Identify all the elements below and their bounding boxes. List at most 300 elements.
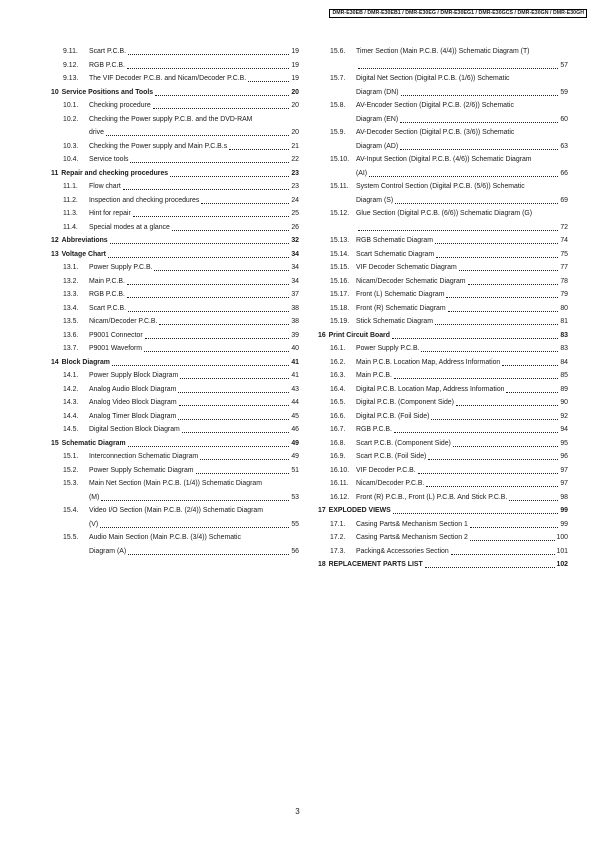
toc-entry — [51, 207, 299, 221]
toc-entry-page: 39 — [291, 331, 299, 339]
toc-entry-number: 14.5. — [63, 426, 79, 433]
dot-leader — [451, 554, 555, 555]
toc-entry-continuation — [356, 167, 568, 181]
toc-entry-number: 9.11. — [63, 48, 78, 55]
toc-entry-page: 55 — [291, 520, 299, 528]
toc-entry-page: 97 — [560, 480, 568, 487]
toc-section-entry — [51, 234, 299, 248]
toc-entry-title: Voltage Chart — [61, 250, 106, 258]
toc-entry-number: 14.2. — [63, 385, 79, 393]
toc-entry-page: 69 — [560, 196, 568, 204]
toc-entry-page: 23 — [291, 169, 299, 177]
toc-entry-number: 15.7. — [330, 75, 346, 82]
toc-entry-number: 15.19. — [330, 318, 350, 325]
dot-leader — [431, 419, 558, 420]
toc-entry-number: 13.3. — [63, 291, 79, 298]
dot-leader — [182, 432, 290, 433]
toc-entry-title: P9001 Connector — [89, 331, 143, 339]
toc-entry-page: 37 — [291, 291, 299, 298]
toc-entry-title: VIF Decoder P.C.B. — [356, 466, 416, 474]
toc-entry-body — [356, 153, 568, 180]
toc-entry-title: Digital Section Block Diagram — [89, 426, 180, 433]
toc-entry-page: 85 — [560, 372, 568, 379]
dot-leader — [130, 162, 289, 163]
toc-entry — [51, 504, 299, 531]
toc-entry-continuation — [89, 518, 299, 532]
toc-entry-number: 13.1. — [63, 264, 79, 271]
toc-entry-title: RGB P.C.B. — [89, 291, 125, 298]
dot-leader — [436, 257, 558, 258]
toc-entry-title: Service Positions and Tools — [61, 88, 154, 96]
toc-entry-page: 20 — [291, 88, 299, 96]
toc-entry — [318, 491, 568, 505]
toc-entry-number: 16.3. — [330, 372, 346, 379]
toc-entry-number: 13.7. — [63, 345, 79, 352]
dot-leader — [459, 270, 559, 271]
toc-entry-title: Main P.C.B. Location Map, Address Information — [356, 358, 501, 366]
toc-section-entry — [51, 248, 299, 262]
toc-entry-page: 44 — [291, 399, 299, 406]
toc-left-column — [51, 45, 299, 558]
toc-entry — [318, 477, 568, 491]
toc-entry-number: 14 — [51, 358, 59, 366]
dot-leader — [446, 297, 558, 298]
toc-entry-title-cont: drive — [89, 129, 104, 136]
toc-entry-number: 16.12. — [330, 493, 350, 501]
toc-entry-page: 38 — [291, 318, 299, 325]
toc-entry-number: 10.2. — [63, 115, 79, 123]
toc-entry — [51, 140, 299, 154]
toc-entry — [318, 464, 568, 478]
toc-entry — [51, 302, 299, 316]
toc-entry-body — [89, 477, 299, 504]
toc-entry — [318, 518, 568, 532]
dot-leader — [128, 54, 289, 55]
toc-entry-page: 19 — [291, 48, 299, 55]
toc-entry-title-cont: (M) — [89, 493, 100, 501]
dot-leader — [200, 459, 289, 460]
dot-leader — [159, 324, 289, 325]
toc-entry — [51, 423, 299, 437]
toc-entry-page: 23 — [291, 183, 299, 190]
toc-section-entry — [318, 504, 568, 518]
toc-entry-title: Timer Section (Main P.C.B. (4/4)) Schematic Diagram (T) — [356, 48, 530, 55]
toc-entry-title: Main P.C.B. — [356, 372, 392, 379]
toc-entry-title: Casing Parts& Mechanism Section 2 — [356, 534, 468, 541]
toc-entry-title: Checking the Power supply P.C.B. and the DVD-RAM — [89, 115, 253, 123]
toc-entry-title: AV-Decoder Section (Digital P.C.B. (3/6)) Schematic — [356, 129, 515, 136]
toc-entry-page: 72 — [560, 223, 568, 231]
toc-entry — [51, 369, 299, 383]
toc-entry — [51, 221, 299, 235]
toc-entry-page: 53 — [291, 493, 299, 501]
toc-entry-number: 18 — [318, 561, 326, 568]
toc-entry-title: Main Net Section (Main P.C.B. (1/4)) Schematic Diagram — [89, 480, 262, 487]
toc-entry-body — [89, 531, 299, 558]
toc-entry-title: Schematic Diagram — [61, 439, 126, 447]
dot-leader — [400, 149, 558, 150]
toc-entry-page: 57 — [560, 61, 568, 69]
toc-entry-body — [89, 113, 299, 140]
toc-entry-number: 12 — [51, 237, 59, 244]
toc-entry-title: Packing& Accessories Section — [356, 547, 449, 555]
toc-entry-title: Stick Schematic Diagram — [356, 318, 433, 325]
dot-leader — [145, 338, 290, 339]
toc-entry — [318, 261, 568, 275]
toc-entry-number: 17.3. — [330, 547, 346, 555]
toc-entry-title: Hint for repair — [89, 210, 131, 217]
toc-entry-title: RGB P.C.B. — [356, 426, 392, 433]
dot-leader — [400, 122, 558, 123]
toc-entry-page: 51 — [291, 466, 299, 474]
toc-entry-page: 78 — [560, 277, 568, 285]
toc-entry — [318, 356, 568, 370]
toc-entry — [51, 329, 299, 343]
toc-entry-title-cont: Diagram (EN) — [356, 115, 399, 123]
toc-entry-page: 60 — [560, 115, 568, 123]
toc-entry-continuation — [356, 194, 568, 208]
toc-entry-page: 19 — [291, 75, 299, 82]
toc-entry-body — [356, 45, 568, 72]
toc-entry — [51, 396, 299, 410]
toc-entry-title: Power Supply Block Diagram — [89, 372, 179, 379]
toc-entry-title: System Control Section (Digital P.C.B. (5/6)) Schematic — [356, 183, 525, 190]
toc-entry-page: 89 — [560, 385, 568, 393]
toc-entry-title: RGB P.C.B. — [89, 61, 125, 69]
toc-entry-page: 99 — [560, 520, 568, 528]
toc-entry-page: 34 — [291, 264, 299, 271]
toc-entry — [318, 72, 568, 99]
toc-entry-body — [89, 504, 299, 531]
toc-entry-title: Digital P.C.B. (Component Side) — [356, 399, 454, 406]
toc-entry — [51, 383, 299, 397]
toc-entry-page: 102 — [556, 561, 568, 568]
dot-leader — [128, 311, 289, 312]
toc-entry — [51, 45, 299, 59]
toc-entry-title: Front (L) Schematic Diagram — [356, 291, 445, 298]
toc-entry-page: 97 — [560, 466, 568, 474]
toc-entry-number: 16.6. — [330, 412, 346, 420]
toc-entry-page: 83 — [560, 331, 568, 339]
toc-entry-continuation — [356, 140, 568, 154]
toc-entry-title: Print Circuit Board — [328, 331, 390, 339]
toc-entry-title: VIF Decoder Schematic Diagram — [356, 264, 457, 271]
toc-entry-number: 15.12. — [330, 210, 350, 217]
toc-entry — [318, 45, 568, 72]
toc-entry-page: 26 — [291, 223, 299, 231]
toc-entry-title-cont: (AI) — [356, 169, 368, 177]
toc-entry-page: 46 — [291, 426, 299, 433]
dot-leader — [178, 392, 289, 393]
toc-entry-number: 15.14. — [330, 250, 350, 258]
dot-leader — [100, 527, 289, 528]
toc-entry — [318, 342, 568, 356]
toc-entry-title: REPLACEMENT PARTS LIST — [328, 561, 423, 568]
toc-entry-title-cont: Diagram (S) — [356, 196, 394, 204]
toc-entry-number: 15.18. — [330, 304, 350, 312]
toc-entry-page: 81 — [560, 318, 568, 325]
toc-entry — [318, 275, 568, 289]
toc-entry-number: 14.1. — [63, 372, 79, 379]
toc-entry-page: 95 — [560, 439, 568, 447]
dot-leader — [453, 446, 558, 447]
toc-entry-title: Audio Main Section (Main P.C.B. (3/4)) Schematic — [89, 534, 241, 541]
toc-entry — [318, 423, 568, 437]
toc-entry-title-cont: Diagram (AD) — [356, 142, 399, 150]
toc-entry-number: 15.1. — [63, 453, 79, 460]
toc-section-entry — [51, 356, 299, 370]
toc-entry-number: 16 — [318, 331, 326, 339]
toc-entry-title: Block Diagram — [61, 358, 110, 366]
toc-entry-title: Analog Audio Block Diagram — [89, 385, 177, 393]
dot-leader — [127, 297, 289, 298]
dot-leader — [428, 459, 558, 460]
toc-section-entry — [318, 329, 568, 343]
toc-entry-number: 16.1. — [330, 345, 346, 352]
toc-entry — [318, 531, 568, 545]
toc-entry-number: 15.16. — [330, 277, 350, 285]
toc-entry-number: 13.2. — [63, 277, 79, 285]
toc-entry-number: 14.3. — [63, 399, 79, 406]
model-header-label: DMR-E30EB / DMR-E30EB1 / DMR-E30EG / DMR-E30EG1 / DMR-E30GCS / DMR-E30GN / DMR-E30GH — [329, 9, 587, 18]
toc-entry — [318, 410, 568, 424]
toc-entry-title: Abbreviations — [61, 237, 108, 244]
toc-entry-continuation — [89, 545, 299, 559]
toc-entry-number: 17.1. — [330, 520, 346, 528]
toc-entry-title: Nicam/Decoder Schematic Diagram — [356, 277, 466, 285]
toc-entry-number: 11.3. — [63, 210, 78, 217]
toc-entry-continuation — [89, 491, 299, 505]
toc-entry-page: 92 — [560, 412, 568, 420]
dot-leader — [421, 351, 558, 352]
toc-entry-page: 34 — [291, 277, 299, 285]
toc-right-column — [318, 45, 568, 572]
toc-entry-title: The VIF Decoder P.C.B. and Nicam/Decoder P.C.B. — [89, 75, 247, 82]
toc-entry-number: 13.5. — [63, 318, 79, 325]
dot-leader — [106, 135, 289, 136]
toc-entry-body — [356, 126, 568, 153]
toc-entry — [51, 477, 299, 504]
toc-entry — [51, 410, 299, 424]
toc-entry-continuation — [356, 113, 568, 127]
toc-entry-title: Power Supply P.C.B. — [89, 264, 153, 271]
toc-entry — [318, 450, 568, 464]
toc-entry-title: Front (R) P.C.B., Front (L) P.C.B. And Stick P.C.B. — [356, 493, 508, 501]
toc-entry-title: RGB Schematic Diagram — [356, 237, 433, 244]
toc-entry — [318, 153, 568, 180]
dot-leader — [425, 567, 555, 568]
toc-entry — [318, 207, 568, 234]
toc-entry-title-cont: Diagram (A) — [89, 547, 127, 555]
dot-leader — [133, 216, 290, 217]
toc-entry-title: Analog Video Block Diagram — [89, 399, 177, 406]
dot-leader — [394, 378, 558, 379]
toc-entry-page: 90 — [560, 399, 568, 406]
toc-entry-number: 11 — [51, 169, 59, 177]
toc-entry-page: 41 — [291, 372, 299, 379]
toc-entry-number: 9.12. — [63, 61, 79, 69]
dot-leader — [179, 405, 290, 406]
toc-entry-number: 15.8. — [330, 102, 346, 109]
toc-entry-number: 9.13. — [63, 75, 79, 82]
toc-entry-page: 94 — [560, 426, 568, 433]
toc-entry-page: 24 — [291, 196, 299, 204]
dot-leader — [468, 284, 559, 285]
dot-leader — [394, 432, 558, 433]
toc-entry-page: 22 — [291, 156, 299, 163]
toc-entry-page: 19 — [291, 61, 299, 69]
toc-entry-number: 15.4. — [63, 507, 79, 514]
toc-entry-page: 77 — [560, 264, 568, 271]
dot-leader — [153, 108, 290, 109]
toc-entry — [318, 315, 568, 329]
dot-leader — [248, 81, 289, 82]
toc-entry-title: EXPLODED VIEWS — [328, 507, 391, 514]
toc-entry-number: 16.10. — [330, 466, 350, 474]
dot-leader — [358, 230, 558, 231]
toc-entry-page: 32 — [291, 237, 299, 244]
toc-entry-page: 66 — [560, 169, 568, 177]
toc-entry-title: Front (R) Schematic Diagram — [356, 304, 446, 312]
toc-entry — [51, 194, 299, 208]
toc-entry-number: 15 — [51, 439, 59, 447]
toc-entry — [318, 369, 568, 383]
toc-entry-continuation — [356, 221, 568, 235]
toc-entry — [51, 261, 299, 275]
toc-entry-body — [356, 72, 568, 99]
toc-entry-title: Checking the Power supply and Main P.C.B.s — [89, 142, 228, 150]
dot-leader — [448, 311, 559, 312]
toc-entry — [51, 72, 299, 86]
toc-entry-number: 11.4. — [63, 223, 78, 231]
dot-leader — [128, 554, 289, 555]
toc-entry-title: Checking procedure — [89, 102, 151, 109]
dot-leader — [123, 189, 290, 190]
dot-leader — [435, 324, 558, 325]
toc-entry — [318, 248, 568, 262]
toc-entry-page: 49 — [291, 439, 299, 447]
dot-leader — [201, 203, 289, 204]
toc-entry-number: 14.4. — [63, 412, 79, 420]
toc-section-entry — [318, 558, 568, 572]
dot-leader — [456, 405, 558, 406]
toc-entry — [51, 342, 299, 356]
toc-entry-title: Scart P.C.B. — [89, 304, 127, 312]
toc-entry — [51, 275, 299, 289]
toc-entry-number: 16.5. — [330, 399, 346, 406]
dot-leader — [196, 473, 290, 474]
toc-entry-title: Scart P.C.B. (Component Side) — [356, 439, 451, 447]
toc-entry-body — [356, 99, 568, 126]
toc-entry-title: Analog Timer Block Diagram — [89, 412, 177, 420]
dot-leader — [172, 230, 290, 231]
dot-leader — [369, 176, 558, 177]
toc-entry-number: 10 — [51, 88, 59, 96]
toc-entry-page: 79 — [560, 291, 568, 298]
toc-entry-title: AV-Encoder Section (Digital P.C.B. (2/6)) Schematic — [356, 102, 514, 109]
dot-leader — [127, 284, 289, 285]
toc-entry-title: Power Supply P.C.B. — [356, 345, 420, 352]
dot-leader — [110, 243, 290, 244]
toc-entry-title: Digital P.C.B. Location Map, Address Information — [356, 385, 505, 393]
toc-entry-number: 16.2. — [330, 358, 346, 366]
toc-entry — [51, 113, 299, 140]
dot-leader — [108, 257, 289, 258]
dot-leader — [395, 203, 558, 204]
toc-section-entry — [51, 167, 299, 181]
toc-entry-number: 15.13. — [330, 237, 350, 244]
toc-entry — [318, 180, 568, 207]
toc-entry-page: 75 — [560, 250, 568, 258]
toc-entry-number: 16.9. — [330, 453, 346, 460]
toc-entry — [318, 99, 568, 126]
toc-entry-number: 15.3. — [63, 480, 79, 487]
toc-entry-number: 16.11. — [330, 480, 349, 487]
toc-entry-title: Inspection and checking procedures — [89, 196, 200, 204]
toc-entry-page: 98 — [560, 493, 568, 501]
toc-entry-page: 20 — [291, 129, 299, 136]
toc-entry-page: 45 — [291, 412, 299, 420]
toc-entry-page: 34 — [291, 250, 299, 258]
toc-entry — [318, 396, 568, 410]
toc-entry-title: Scart P.C.B. (Foil Side) — [356, 453, 427, 460]
toc-entry-number: 13.4. — [63, 304, 79, 312]
toc-entry-number: 15.2. — [63, 466, 79, 474]
toc-entry — [318, 288, 568, 302]
toc-entry-continuation — [356, 86, 568, 100]
toc-entry-page: 74 — [560, 237, 568, 244]
toc-entry-number: 15.9. — [330, 129, 346, 136]
toc-entry — [51, 288, 299, 302]
toc-entry-title: Scart P.C.B. — [89, 48, 127, 55]
toc-entry-page: 41 — [291, 358, 299, 366]
toc-entry-title: Power Supply Schematic Diagram — [89, 466, 194, 474]
toc-entry-page: 56 — [291, 547, 299, 555]
toc-entry-number: 15.5. — [63, 534, 79, 541]
toc-entry-title: Casing Parts& Mechanism Section 1 — [356, 520, 468, 528]
toc-entry-page: 80 — [560, 304, 568, 312]
toc-entry-page: 21 — [291, 142, 299, 150]
toc-entry-number: 16.8. — [330, 439, 346, 447]
dot-leader — [358, 68, 558, 69]
toc-entry-number: 11.2. — [63, 196, 78, 204]
dot-leader — [127, 68, 289, 69]
toc-entry-body — [356, 207, 568, 234]
toc-entry-number: 13.6. — [63, 331, 79, 339]
toc-entry-page: 43 — [291, 385, 299, 393]
dot-leader — [418, 473, 559, 474]
toc-entry-title: Nicam/Decoder P.C.B. — [89, 318, 158, 325]
dot-leader — [393, 513, 559, 514]
toc-entry-page: 83 — [560, 345, 568, 352]
toc-entry — [51, 450, 299, 464]
toc-entry-page: 63 — [560, 142, 568, 150]
toc-entry — [51, 531, 299, 558]
dot-leader — [155, 95, 289, 96]
toc-entry-number: 17.2. — [330, 534, 346, 541]
toc-entry-continuation — [89, 126, 299, 140]
toc-entry-number: 10.1. — [63, 102, 79, 109]
toc-entry-title: Scart Schematic Diagram — [356, 250, 435, 258]
toc-entry-page: 49 — [291, 453, 299, 460]
toc-entry-title: Service tools — [89, 156, 129, 163]
toc-entry-body — [356, 180, 568, 207]
dot-leader — [128, 446, 290, 447]
toc-entry-page: 40 — [291, 345, 299, 352]
dot-leader — [101, 500, 289, 501]
toc-entry-title: Glue Section (Digital P.C.B. (6/6)) Schematic Diagram (G) — [356, 210, 533, 217]
toc-entry — [51, 315, 299, 329]
